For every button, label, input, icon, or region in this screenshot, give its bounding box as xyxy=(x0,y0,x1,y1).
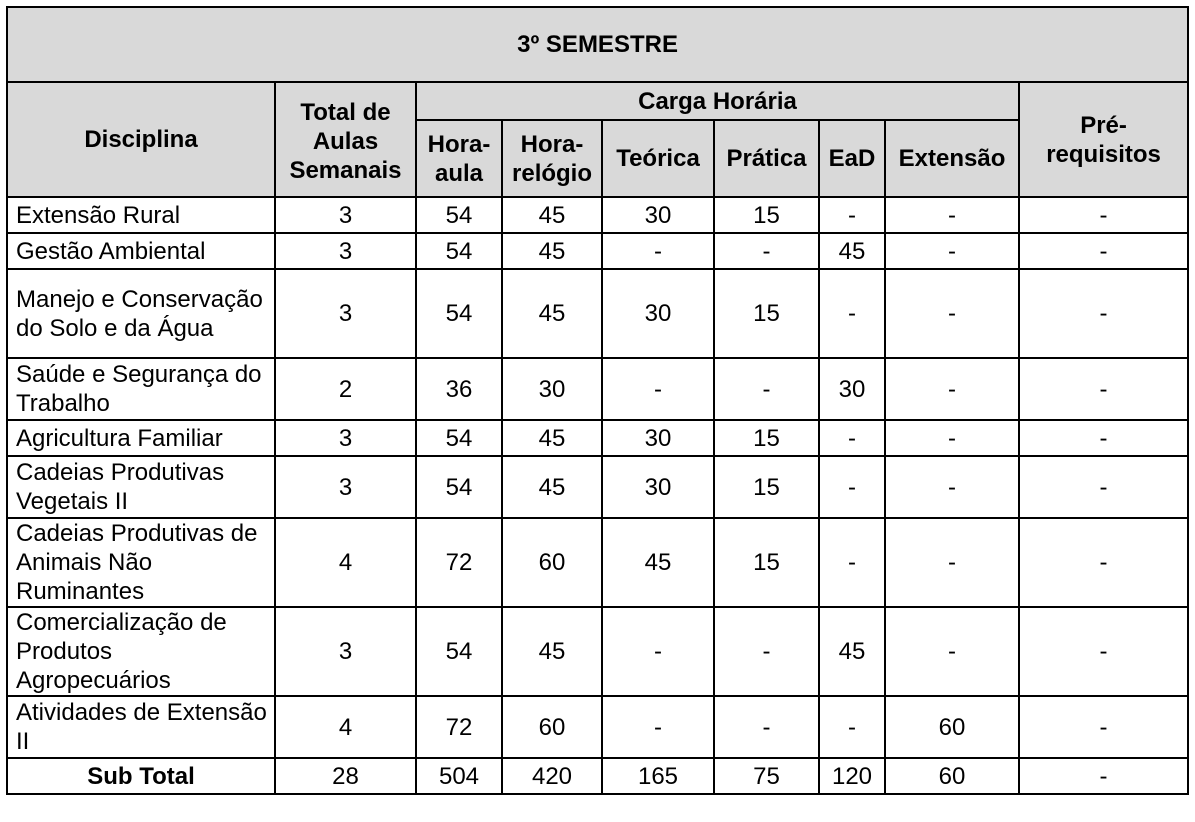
pre-requisitos-cell: - xyxy=(1019,420,1188,456)
pre-requisitos-cell: - xyxy=(1019,456,1188,518)
disciplina-cell: Extensão Rural xyxy=(7,197,275,233)
pre-requisitos-cell: - xyxy=(1019,233,1188,269)
header-hora-relogio xyxy=(502,120,602,197)
subtotal-label: Sub Total xyxy=(7,758,275,794)
teorica-cell: - xyxy=(602,233,714,269)
subtotal-hora-relogio-cell: 420 xyxy=(502,758,602,794)
ead-cell: - xyxy=(819,269,885,358)
subtotal-hora-aula-cell: 504 xyxy=(416,758,502,794)
pratica-cell: 15 xyxy=(714,197,819,233)
pre-requisitos-cell: - xyxy=(1019,269,1188,358)
header-hora-aula-label: Hora-aula xyxy=(427,130,491,187)
total-cell: 3 xyxy=(275,269,416,358)
teorica-cell: 30 xyxy=(602,197,714,233)
hora-aula-cell: 54 xyxy=(416,233,502,269)
disciplina-cell: Comercialização de Produtos Agropecuários xyxy=(7,607,275,696)
pratica-cell: 15 xyxy=(714,269,819,358)
disciplina-cell: Gestão Ambiental xyxy=(7,233,275,269)
teorica-cell: - xyxy=(602,696,714,758)
extensao-cell: - xyxy=(885,607,1019,696)
extensao-cell: - xyxy=(885,420,1019,456)
ead-cell: - xyxy=(819,420,885,456)
hora-relogio-cell: 60 xyxy=(502,518,602,607)
pre-requisitos-cell: - xyxy=(1019,358,1188,420)
pratica-cell: 15 xyxy=(714,456,819,518)
header-total-aulas xyxy=(275,82,416,197)
header-pre-requisitos xyxy=(1019,82,1188,197)
ead-cell: - xyxy=(819,456,885,518)
pre-requisitos-cell: - xyxy=(1019,518,1188,607)
hora-aula-cell: 72 xyxy=(416,696,502,758)
table-row xyxy=(7,233,1188,269)
table-row xyxy=(7,456,1188,518)
pre-requisitos-cell: - xyxy=(1019,197,1188,233)
hora-aula-cell: 54 xyxy=(416,456,502,518)
ead-cell: 30 xyxy=(819,358,885,420)
table-row xyxy=(7,696,1188,758)
semester-table xyxy=(6,6,1189,795)
disciplina-cell: Cadeias Produtivas Vegetais II xyxy=(7,456,275,518)
header-row-1 xyxy=(7,82,1188,120)
teorica-cell: 30 xyxy=(602,269,714,358)
pratica-cell: - xyxy=(714,607,819,696)
total-cell: 3 xyxy=(275,233,416,269)
teorica-cell: - xyxy=(602,358,714,420)
hora-relogio-cell: 60 xyxy=(502,696,602,758)
ead-cell: - xyxy=(819,518,885,607)
header-disciplina: Disciplina xyxy=(7,82,275,197)
hora-relogio-cell: 45 xyxy=(502,197,602,233)
pratica-cell: - xyxy=(714,696,819,758)
disciplina-cell: Atividades de Extensão II xyxy=(7,696,275,758)
header-carga-horaria: Carga Horária xyxy=(416,82,1019,120)
total-cell: 3 xyxy=(275,420,416,456)
teorica-cell: 30 xyxy=(602,420,714,456)
teorica-cell: 45 xyxy=(602,518,714,607)
header-extensao: Extensão xyxy=(885,120,1019,197)
table-row xyxy=(7,518,1188,607)
extensao-cell: - xyxy=(885,358,1019,420)
pre-requisitos-cell: - xyxy=(1019,607,1188,696)
total-cell: 2 xyxy=(275,358,416,420)
table-row xyxy=(7,358,1188,420)
hora-relogio-cell: 45 xyxy=(502,233,602,269)
table-title: 3º SEMESTRE xyxy=(7,7,1188,82)
pratica-cell: - xyxy=(714,358,819,420)
hora-aula-cell: 54 xyxy=(416,420,502,456)
subtotal-pratica-cell: 75 xyxy=(714,758,819,794)
subtotal-pre-requisitos-cell: - xyxy=(1019,758,1188,794)
ead-cell: - xyxy=(819,197,885,233)
header-total-aulas-label: Total de Aulas Semanais xyxy=(289,99,402,184)
pre-requisitos-cell: - xyxy=(1019,696,1188,758)
header-ead: EaD xyxy=(819,120,885,197)
pratica-cell: 15 xyxy=(714,420,819,456)
table-row xyxy=(7,607,1188,696)
header-pre-requisitos-label: Pré-requisitos xyxy=(1046,111,1161,168)
disciplina-cell: Manejo e Conservação do Solo e da Água xyxy=(7,269,275,358)
subtotal-row xyxy=(7,758,1188,794)
semester-table-container xyxy=(6,6,1187,795)
extensao-cell: 60 xyxy=(885,696,1019,758)
pratica-cell: - xyxy=(714,233,819,269)
ead-cell: 45 xyxy=(819,607,885,696)
extensao-cell: - xyxy=(885,518,1019,607)
total-cell: 3 xyxy=(275,607,416,696)
extensao-cell: - xyxy=(885,456,1019,518)
total-cell: 4 xyxy=(275,518,416,607)
extensao-cell: - xyxy=(885,269,1019,358)
title-row xyxy=(7,7,1188,82)
disciplina-cell: Saúde e Segurança do Trabalho xyxy=(7,358,275,420)
table-row xyxy=(7,420,1188,456)
subtotal-total-cell: 28 xyxy=(275,758,416,794)
hora-relogio-cell: 45 xyxy=(502,607,602,696)
hora-relogio-cell: 45 xyxy=(502,456,602,518)
hora-aula-cell: 54 xyxy=(416,607,502,696)
header-teorica: Teórica xyxy=(602,120,714,197)
extensao-cell: - xyxy=(885,233,1019,269)
total-cell: 4 xyxy=(275,696,416,758)
total-cell: 3 xyxy=(275,456,416,518)
disciplina-cell: Agricultura Familiar xyxy=(7,420,275,456)
header-pratica: Prática xyxy=(714,120,819,197)
subtotal-ead-cell: 120 xyxy=(819,758,885,794)
header-hora-relogio-label: Hora-relógio xyxy=(512,130,593,187)
extensao-cell: - xyxy=(885,197,1019,233)
hora-aula-cell: 36 xyxy=(416,358,502,420)
subtotal-extensao-cell: 60 xyxy=(885,758,1019,794)
table-row xyxy=(7,269,1188,358)
ead-cell: - xyxy=(819,696,885,758)
hora-aula-cell: 54 xyxy=(416,269,502,358)
total-cell: 3 xyxy=(275,197,416,233)
header-hora-aula xyxy=(416,120,502,197)
hora-aula-cell: 72 xyxy=(416,518,502,607)
pratica-cell: 15 xyxy=(714,518,819,607)
hora-relogio-cell: 45 xyxy=(502,420,602,456)
teorica-cell: 30 xyxy=(602,456,714,518)
table-row xyxy=(7,197,1188,233)
subtotal-teorica-cell: 165 xyxy=(602,758,714,794)
teorica-cell: - xyxy=(602,607,714,696)
ead-cell: 45 xyxy=(819,233,885,269)
hora-aula-cell: 54 xyxy=(416,197,502,233)
disciplina-cell: Cadeias Produtivas de Animais Não Ruminantes xyxy=(7,518,275,607)
hora-relogio-cell: 45 xyxy=(502,269,602,358)
hora-relogio-cell: 30 xyxy=(502,358,602,420)
